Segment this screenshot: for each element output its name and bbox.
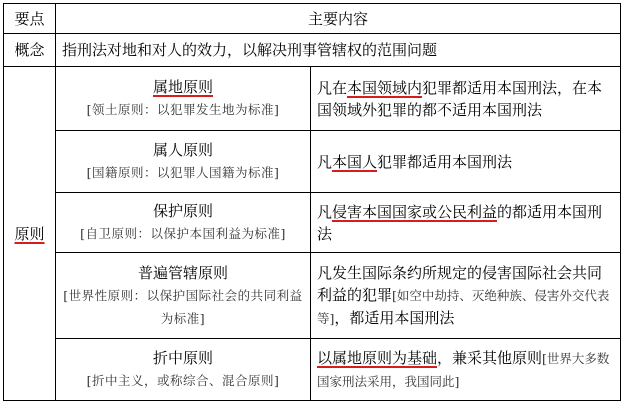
header-col-main-content: 主要内容 xyxy=(56,4,621,34)
principle-name-cell xyxy=(56,253,311,339)
description-text: 的都适用本国刑法 xyxy=(317,202,603,243)
description-emphasis: 侵害本国国家或公民利益 xyxy=(332,202,498,221)
principle-description xyxy=(311,339,621,401)
principle-note: [世界性原则：以保护国际社会的共同利益为标准] xyxy=(63,287,303,326)
principle-name: 属地原则 xyxy=(152,78,213,96)
principles-table-container xyxy=(3,3,621,401)
principle-note: [领土原则：以犯罪发生地为标准] xyxy=(86,102,280,117)
principle-name-cell xyxy=(56,193,311,253)
principle-row xyxy=(4,339,621,401)
concept-row xyxy=(4,34,621,67)
description-text: 凡在 xyxy=(317,78,348,97)
header-col-key-points: 要点 xyxy=(4,4,56,34)
description-text: ，兼采其他原则 xyxy=(437,348,543,367)
principles-table xyxy=(3,3,621,401)
principle-name: 保护原则 xyxy=(152,202,213,220)
principle-note: [国籍原则：以犯罪人国籍为标准] xyxy=(86,165,280,180)
principle-name: 属人原则 xyxy=(152,141,213,159)
description-note: [世界大多数国家刑法采用，我国同此] xyxy=(317,350,610,389)
principle-description xyxy=(311,193,621,253)
principle-description xyxy=(311,253,621,339)
concept-label: 概念 xyxy=(4,34,56,67)
description-emphasis: 本国人 xyxy=(332,152,378,171)
description-text: 犯罪都适用本国刑法，在本国领域外犯罪的都不适用本国刑法 xyxy=(317,78,603,119)
principle-name: 折中原则 xyxy=(152,349,213,367)
description-note: [如空中劫持、灭绝种族、侵害外交代表等] xyxy=(317,287,610,326)
description-text: 凡发生国际条约所规定的侵害国际社会共同利益的犯罪 xyxy=(317,263,603,304)
principle-note: [折中主义，或称综合、混合原则] xyxy=(86,373,280,388)
principle-name-cell xyxy=(56,131,311,193)
principle-description xyxy=(311,131,621,193)
principle-name-cell xyxy=(56,67,311,131)
description-text: ，都适用本国刑法 xyxy=(334,308,455,327)
principle-name-cell xyxy=(56,339,311,401)
principle-name: 普遍管辖原则 xyxy=(137,263,228,282)
principle-description xyxy=(311,67,621,131)
principles-label: 原则 xyxy=(14,224,45,243)
principle-row xyxy=(4,193,621,253)
principle-row xyxy=(4,67,621,131)
principle-row xyxy=(4,131,621,193)
description-text: 凡 xyxy=(317,152,333,171)
description-text: 犯罪都适用本国刑法 xyxy=(377,152,513,171)
concept-text: 指刑法对地和对人的效力，以解决刑事管辖权的范围问题 xyxy=(56,34,621,67)
header-row xyxy=(4,4,621,34)
description-emphasis: 本国领域内 xyxy=(347,78,423,97)
description-emphasis: 以属地原则为基础 xyxy=(317,348,438,367)
principles-label-cell xyxy=(4,67,56,401)
principle-row xyxy=(4,253,621,339)
description-text: 凡 xyxy=(317,202,333,221)
principle-note: [自卫原则：以保护本国利益为标准] xyxy=(80,226,286,241)
